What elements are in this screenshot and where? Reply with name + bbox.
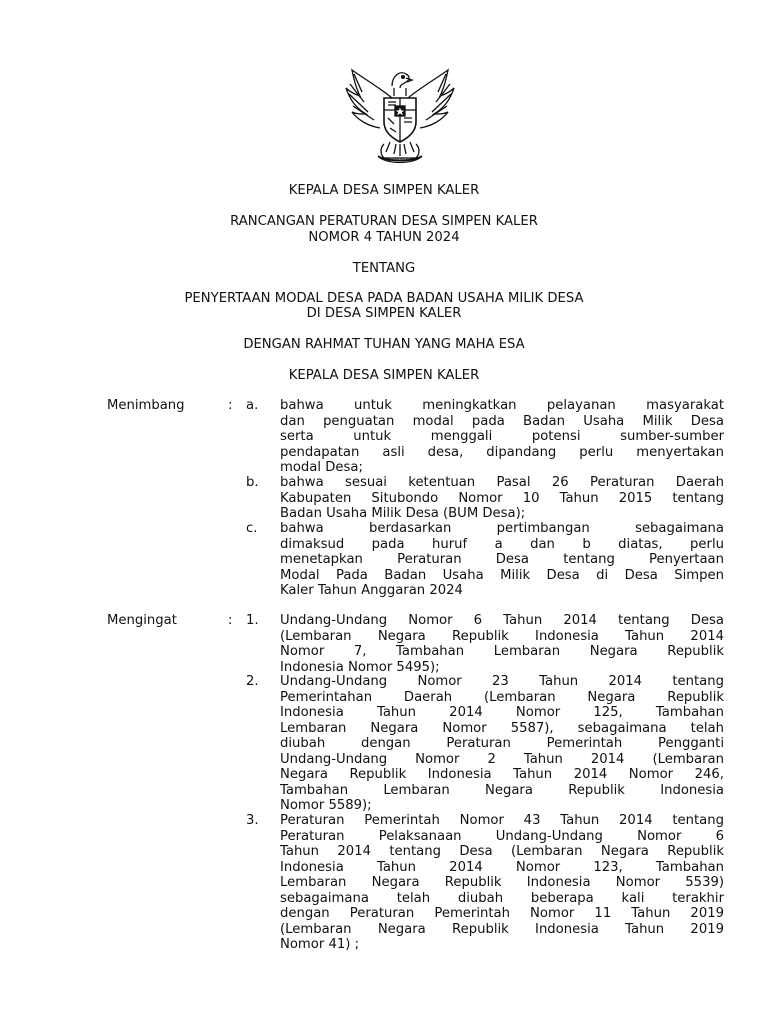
heading-subject-line-2: DI DESA SIMPEN KALER (306, 306, 462, 321)
text-line: Kabupaten Situbondo Nomor 10 Tahun 2015 tentang (280, 490, 724, 506)
list-item-text (280, 521, 724, 599)
heading-rahmat: DENGAN RAHMAT TUHAN YANG MAHA ESA (243, 337, 525, 352)
heading-nomor: NOMOR 4 TAHUN 2024 (308, 230, 460, 245)
text-line: Undang-Undang Nomor 23 Tahun 2014 tentang (280, 674, 724, 689)
list-item-text (280, 398, 724, 476)
text-line: Badan Usaha Milik Desa (BUM Desa); (280, 506, 526, 521)
text-line: Pemerintahan Daerah (Lembaran Negara Republik (280, 689, 724, 705)
text-line: Negara Republik Indonesia Tahun 2014 Nomor 246, (280, 767, 724, 782)
text-line: Nomor 5589); (280, 798, 372, 813)
text-line: modal Desa; (280, 460, 363, 475)
heading-kepala-desa: KEPALA DESA SIMPEN KALER (288, 183, 480, 198)
text-line: Kaler Tahun Anggaran 2024 (280, 583, 463, 598)
heading-rancangan-peraturan: RANCANGAN PERATURAN DESA SIMPEN KALER (230, 214, 538, 229)
list-marker: c. (246, 521, 258, 536)
text-line: Nomor 41) ; (280, 937, 360, 952)
list-marker: 1. (246, 613, 259, 628)
text-line: Tambahan Lembaran Negara Republik Indonesia (280, 782, 724, 798)
heading-subject-line-1: PENYERTAAN MODAL DESA PADA BADAN USAHA MILIK DESA (184, 291, 584, 306)
heading-kepala-desa-2: KEPALA DESA SIMPEN KALER (288, 368, 480, 383)
section-colon: : (228, 398, 233, 413)
text-line: (Lembaran Negara Republik Indonesia Tahun 2019 (280, 921, 724, 937)
list-marker: b. (246, 475, 259, 490)
text-line: serta untuk menggali potensi sumber-sumber (280, 429, 724, 444)
text-line: Indonesia Tahun 2014 Nomor 125, Tambahan (280, 705, 724, 720)
text-line: diubah dengan Peraturan Pemerintah Pengganti (280, 736, 724, 751)
list-marker: 2. (246, 674, 259, 689)
garuda-emblem-icon (340, 58, 460, 168)
list-item-text (280, 475, 724, 522)
text-line: Indonesia Tahun 2014 Nomor 123, Tambahan (280, 859, 724, 875)
text-line: Peraturan Pelaksanaan Undang-Undang Nomor 6 (280, 828, 724, 844)
text-line: (Lembaran Negara Republik Indonesia Tahun 2014 (280, 628, 724, 644)
text-line: dimaksud pada huruf a dan b diatas, perlu (280, 536, 724, 552)
list-item-text (280, 613, 724, 675)
section-label-mengingat: Mengingat (107, 613, 177, 628)
text-line: bahwa untuk meningkatkan pelayanan masyarakat (280, 398, 724, 413)
text-line: dan penguatan modal pada Badan Usaha Milik Desa (280, 413, 724, 429)
text-line: bahwa sesuai ketentuan Pasal 26 Peraturan Daerah (280, 475, 724, 490)
text-line: sebagaimana telah diubah beberapa kali terakhir (280, 890, 724, 906)
text-line: Undang-Undang Nomor 2 Tahun 2014 (Lembaran (280, 751, 724, 767)
text-line: dengan Peraturan Pemerintah Nomor 11 Tahun 2019 (280, 906, 724, 921)
text-line: Lembaran Negara Republik Indonesia Nomor 5539) (280, 875, 724, 890)
svg-text:BHINNEKA: BHINNEKA (388, 158, 412, 163)
text-line: Undang-Undang Nomor 6 Tahun 2014 tentang Desa (280, 613, 724, 628)
list-item-text (280, 813, 724, 953)
list-marker: a. (246, 398, 259, 413)
text-line: Peraturan Pemerintah Nomor 43 Tahun 2014 tentang (280, 813, 724, 828)
text-line: Nomor 7, Tambahan Lembaran Negara Republik (280, 644, 724, 659)
section-label-menimbang: Menimbang (107, 398, 185, 413)
list-marker: 3. (246, 813, 259, 828)
list-item-text (280, 674, 724, 814)
text-line: pendapatan asli desa, dipandang perlu menyertakan (280, 444, 724, 460)
heading-tentang: TENTANG (352, 261, 416, 276)
text-line: Lembaran Negara Nomor 5587), sebagaimana telah (280, 720, 724, 736)
section-colon: : (228, 613, 233, 628)
text-line: menetapkan Peraturan Desa tentang Penyertaan (280, 552, 724, 567)
text-line: Modal Pada Badan Usaha Milik Desa di Desa Simpen (280, 567, 724, 583)
text-line: Indonesia Nomor 5495); (280, 659, 440, 675)
text-line: bahwa berdasarkan pertimbangan sebagaimana (280, 521, 724, 536)
text-line: Tahun 2014 tentang Desa (Lembaran Negara Republik (280, 844, 724, 859)
